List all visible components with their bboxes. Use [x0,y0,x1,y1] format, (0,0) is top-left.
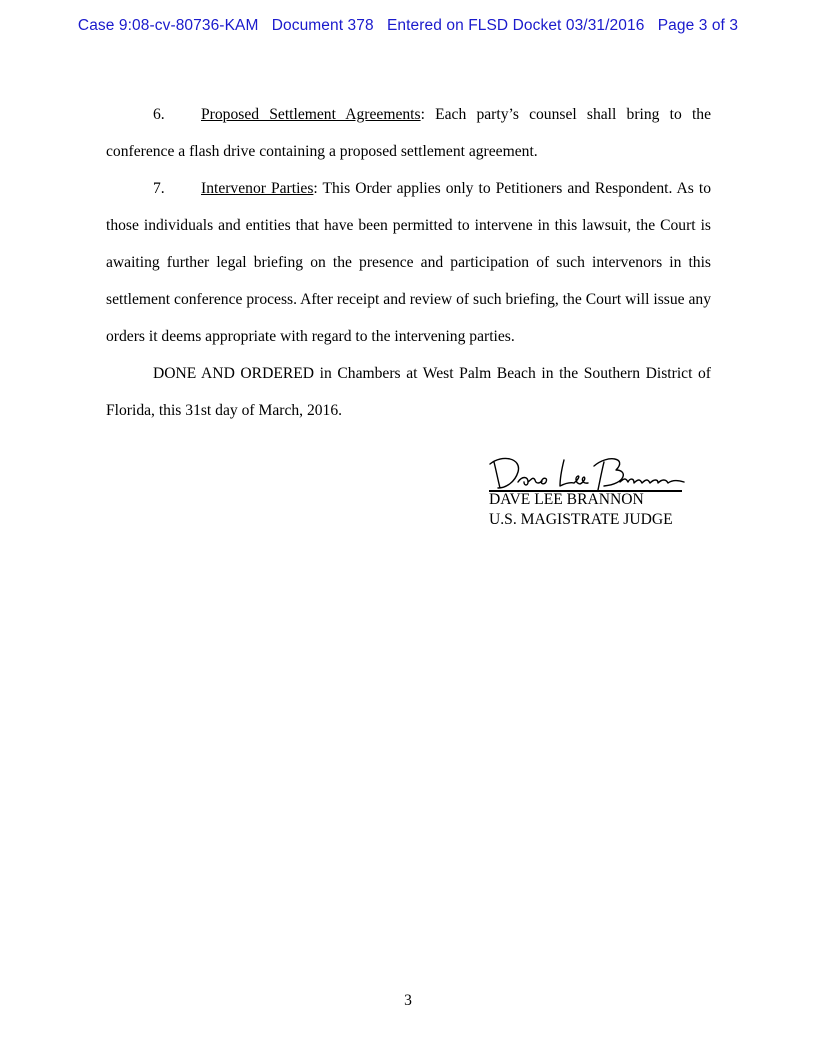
docket-entered-date: Entered on FLSD Docket 03/31/2016 [386,17,645,34]
paragraph-text: : Each party’s counsel shall bring to the conference a flash drive containing a proposed settlement agreement. [106,106,711,160]
docket-case-number: Case 9:08-cv-80736-KAM [77,17,259,34]
paragraph-number: 7. [153,180,165,197]
done-and-ordered-paragraph: DONE AND ORDERED in Chambers at West Palm Beach in the Southern District of Florida, this 31st day of March, 2016. [106,365,711,419]
docket-document-number: Document 378 [271,17,374,34]
docket-header [0,17,816,35]
judge-name: DAVE LEE BRANNON [489,491,644,508]
paragraph-7 [106,170,711,355]
judge-title: U.S. MAGISTRATE JUDGE [489,511,673,528]
paragraph-text: : This Order applies only to Petitioners and Respondent. As to those individuals and entities that have been permitted to intervene in this lawsuit, the Court is awaiting further legal briefing on the presence and participation of such intervenors in this settlement conference process. After receipt and review of such briefing, the Court will issue any orders it deems appropriate with regard to the intervening parties. [106,180,711,345]
paragraph-heading: Intervenor Parties [201,180,314,197]
paragraph-6 [106,96,711,170]
docket-page-count: Page 3 of 3 [657,17,739,34]
paragraph-number: 6. [153,106,165,123]
page-number: 3 [404,992,412,1009]
judge-signature [488,452,688,494]
paragraph-heading: Proposed Settlement Agreements [201,106,421,123]
